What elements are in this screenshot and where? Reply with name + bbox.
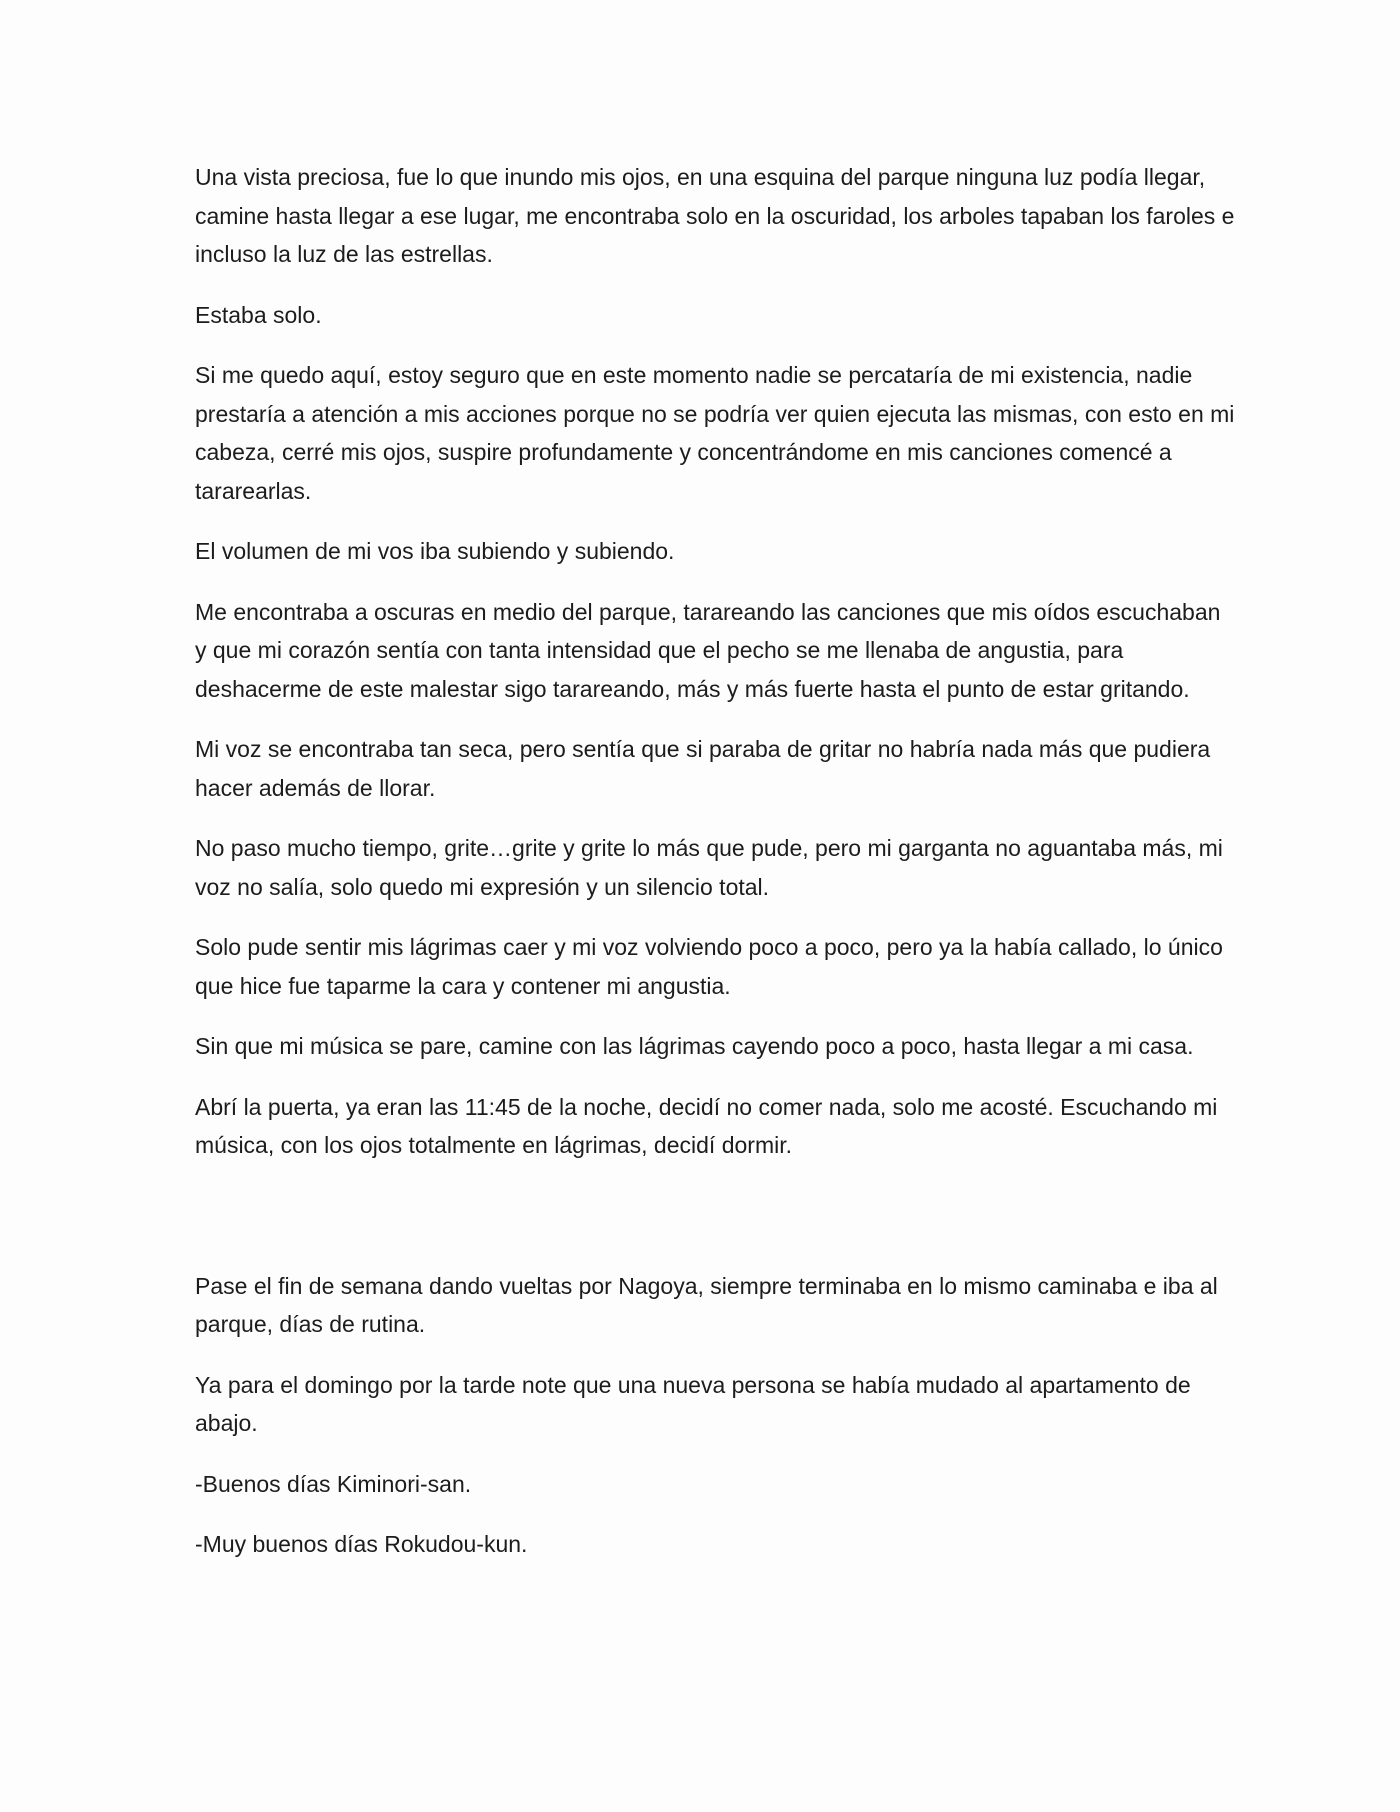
paragraph: Mi voz se encontraba tan seca, pero sentía que si paraba de gritar no habría nada más que pudiera hacer además de llorar. [195, 736, 1211, 801]
dialogue-line: -Muy buenos días Rokudou-kun. [195, 1531, 528, 1557]
dialogue-line: -Buenos días Kiminori-san. [195, 1470, 472, 1497]
paragraph: Me encontraba a oscuras en medio del parque, tarareando las canciones que mis oídos escuchaban y que mi corazón sentía con tanta intensidad que el pecho se me llenaba de angustia, para deshacerme de este malestar sigo tarareando, más y más fuerte hasta el punto de estar gritando. [195, 598, 1221, 702]
paragraph: Estaba solo. [195, 301, 322, 328]
paragraph: Una vista preciosa, fue lo que inundo mis ojos, en una esquina del parque ninguna luz podía llegar, camine hasta llegar a ese lugar, me encontraba solo en la oscuridad, los arboles tapaban los faroles e incluso la luz de las estrellas. [195, 164, 1235, 267]
paragraph: El volumen de mi vos iba subiendo y subiendo. [195, 538, 675, 564]
paragraph: Si me quedo aquí, estoy seguro que en este momento nadie se percataría de mi existencia, nadie prestaría a atención a mis acciones porque no se podría ver quien ejecuta las mismas, con esto en mi cabeza, cerré mis ojos, suspire profundamente y concentrándome en mis canciones comencé a tararearlas. [195, 362, 1235, 504]
paragraph: Abrí la puerta, ya eran las 11:45 de la noche, decidí no comer nada, solo me acosté. Escuchando mi música, con los ojos totalmente en lágrimas, decidí dormir. [195, 1093, 1218, 1158]
paragraph: No paso mucho tiempo, grite…grite y grite lo más que pude, pero mi garganta no aguantaba más, mi voz no salía, solo quedo mi expresión y un silencio total. [195, 835, 1223, 900]
paragraph: Ya para el domingo por la tarde note que una nueva persona se había mudado al apartamento de abajo. [195, 1371, 1191, 1436]
paragraph: Pase el fin de semana dando vueltas por Nagoya, siempre terminaba en lo mismo caminaba e iba al parque, días de rutina. [195, 1272, 1218, 1337]
document-body [195, 158, 1235, 1586]
paragraph: Sin que mi música se pare, camine con las lágrimas cayendo poco a poco, hasta llegar a mi casa. [195, 1033, 1194, 1059]
paragraph: Solo pude sentir mis lágrimas caer y mi voz volviendo poco a poco, pero ya la había callado, lo único que hice fue taparme la cara y contener mi angustia. [195, 934, 1223, 999]
